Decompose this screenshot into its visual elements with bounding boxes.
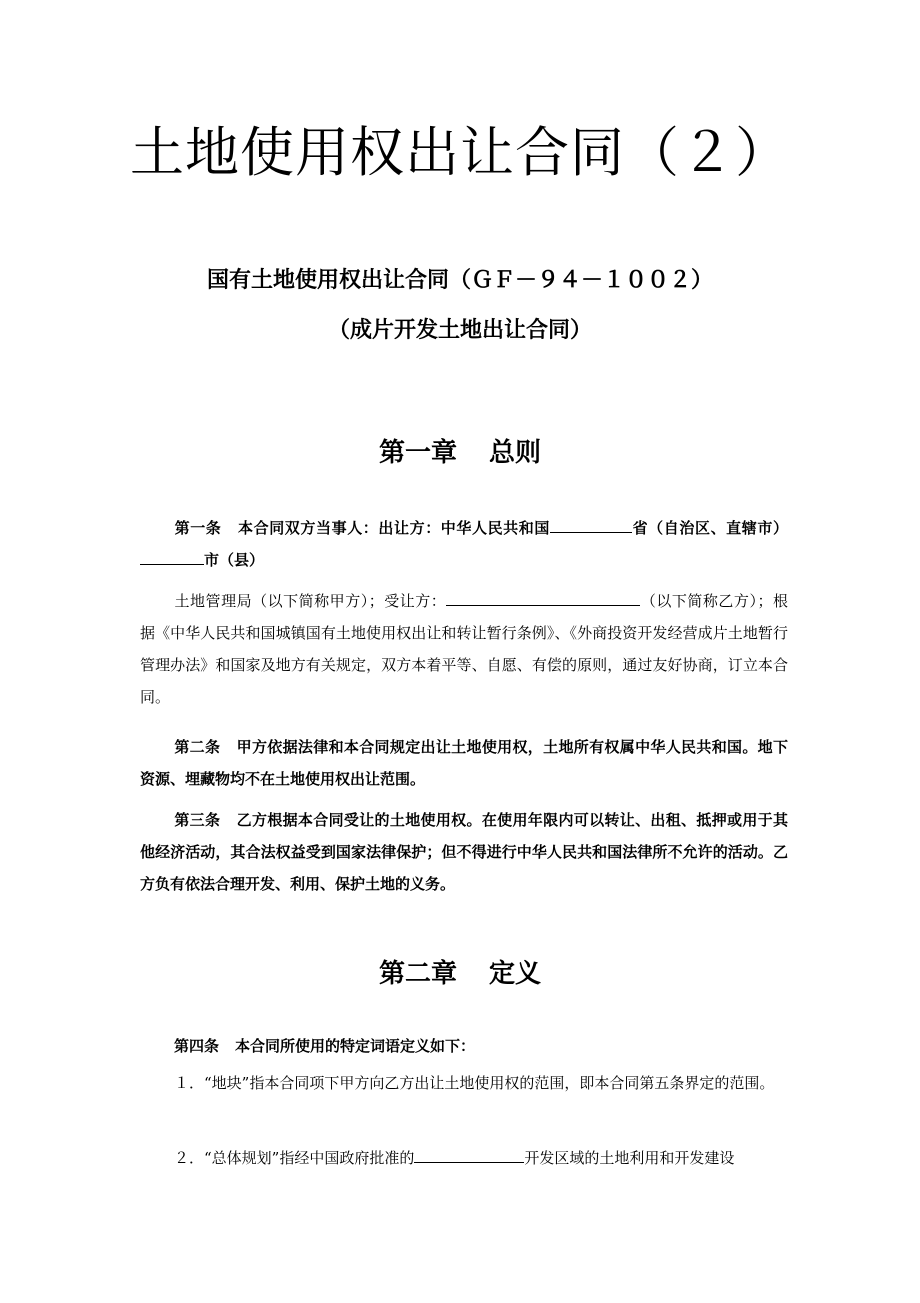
article-text: 土地管理局（以下简称甲方）；受让方：: [174, 592, 447, 610]
definition-2: [140, 1142, 788, 1174]
article-text: 省（自治区、直辖市）: [631, 519, 788, 537]
article-text: 本合同双方当事人：出让方：中华人民共和国: [237, 519, 550, 537]
document-title: 土地使用权出让合同（２）: [130, 121, 790, 184]
chapter-name: 总则: [489, 438, 542, 468]
definition-text: ２．“总体规划”指经中国政府批准的: [174, 1149, 415, 1167]
chapter-name: 定义: [489, 959, 542, 989]
article-text: 乙方根据本合同受让的土地使用权。在使用年限内可以转让、出租、抵押或用于其他经济活动，其合法权益受到国家法律保护；但不得进行中华人民共和国法律所不允许的活动。乙方负有依法合理开发、利用、保护土地的义务。: [140, 811, 788, 893]
chapter-heading-1: [0, 432, 920, 469]
article-3: [140, 804, 788, 900]
blank-province: [550, 518, 632, 533]
chapter-number: 第二章: [378, 959, 457, 989]
article-text: 本合同所使用的特定词语定义如下：: [235, 1037, 476, 1055]
contract-subtitle-type: （成片开发土地出让合同）: [327, 318, 592, 343]
article-4: [140, 1030, 788, 1062]
definition-text: １．“地块”指本合同项下甲方向乙方出让土地使用权的范围，即本合同第五条界定的范围。: [174, 1074, 775, 1092]
article-1-continued: [140, 585, 788, 713]
article-text: （以下简称乙方）；根据《中华人民共和国城镇国有土地使用权出让和转让暂行条例》、《外商投资开发经营成片土地暂行管理办法》和国家及地方有关规定，双方本着平等、自愿、有偿的原则，通过友好协商，订立本合同。: [140, 592, 788, 706]
chapter-number: 第一章: [378, 438, 457, 468]
blank-city: [140, 550, 204, 565]
article-label: 第二条: [174, 738, 221, 756]
article-2: [140, 731, 788, 795]
chapter-heading-2: [0, 953, 920, 990]
definition-1: [140, 1067, 788, 1099]
article-label: 第四条: [174, 1037, 220, 1055]
blank-transferee: [446, 591, 640, 606]
article-label: 第一条: [174, 519, 222, 537]
blank-development-area: [414, 1148, 524, 1163]
article-text: 市（县）: [204, 551, 265, 569]
article-label: 第三条: [174, 811, 221, 829]
article-1: [140, 512, 788, 576]
article-text: 甲方依据法律和本合同规定出让土地使用权，土地所有权属中华人民共和国。地下资源、埋藏物均不在土地使用权出让范围。: [140, 738, 788, 788]
definition-text: 开发区域的土地利用和开发建设: [524, 1149, 735, 1167]
contract-subtitle: 国有土地使用权出让合同（ＧＦ－９４－１００２）: [206, 268, 713, 293]
